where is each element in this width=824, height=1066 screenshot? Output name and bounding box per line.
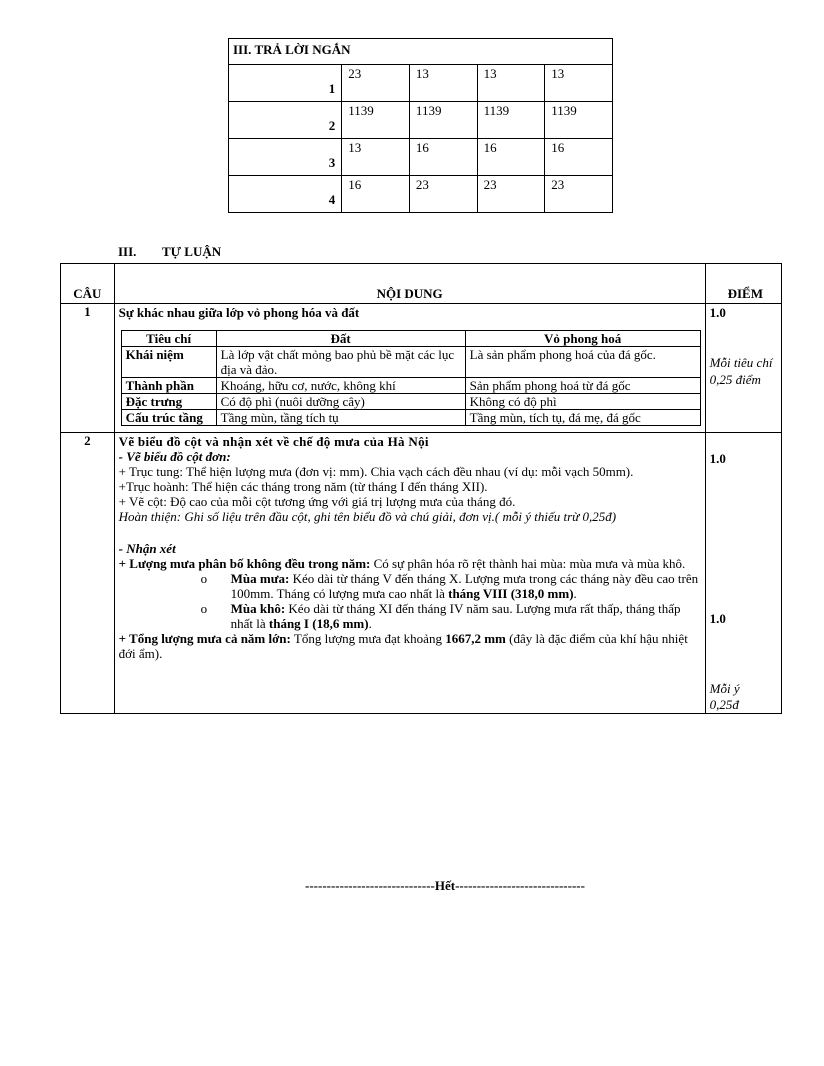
rainy-text: Kéo dài từ tháng V đến tháng X. Lượng mưa trong các tháng này đều cao trên 100mm. Tháng có lượng mưa cao nhất là <box>230 571 699 601</box>
answer-cell: 1139 <box>477 102 545 139</box>
comparison-header-row <box>121 331 700 347</box>
table-row <box>229 176 613 213</box>
criterion-cell: Cấu trúc tầng <box>121 410 216 426</box>
answer-cell: 1139 <box>545 102 613 139</box>
score-cell <box>705 304 781 433</box>
essay-heading <box>118 244 221 260</box>
score-value: 1.0 <box>709 611 726 626</box>
list-item: o Mùa khô: Kéo dài từ tháng XI đến tháng IV năm sau. Lượng mưa rất thấp, tháng thấp nhất là tháng I (18,6 mm). <box>200 601 681 631</box>
answer-cell: 1139 <box>342 102 410 139</box>
header-diem: ĐIỂM <box>705 264 781 304</box>
comparison-row <box>121 410 700 426</box>
comparison-header: Tiêu chí <box>121 331 216 347</box>
table-row <box>229 65 613 102</box>
remark-bold: + Lượng mưa phân bố không đều trong năm: <box>118 556 371 571</box>
row-number: 1 <box>229 65 342 102</box>
end-marker: ------------------------------Hết------------------------------ <box>305 878 585 893</box>
table-row <box>229 102 613 139</box>
table-row <box>61 304 782 433</box>
dry-min: tháng I (18,6 mm) <box>268 616 369 631</box>
soil-cell: Tầng mùn, tầng tích tụ <box>216 410 465 426</box>
answer-cell: 23 <box>342 65 410 102</box>
list-item: o Mùa mưa: Kéo dài từ tháng V đến tháng X. Lượng mưa trong các tháng này đều cao trên 100mm. Tháng có lượng mưa cao nhất là tháng VIII (318,0 mm). <box>200 571 699 601</box>
draw-line: + Trục tung: Thể hiện lượng mưa (đơn vị: mm). Chia vạch cách đều nhau (ví dụ: mỗi vạch 50mm). <box>118 464 634 479</box>
weathering-cell: Sản phẩm phong hoá từ đá gốc <box>465 378 700 394</box>
answer-cell: 16 <box>477 139 545 176</box>
season-list <box>119 571 701 631</box>
weathering-cell: Tầng mùn, tích tụ, đá mẹ, đá gốc <box>465 410 700 426</box>
comparison-row <box>121 378 700 394</box>
draw-finish-note: Hoàn thiện: Ghi số liệu trên đầu cột, ghi tên biểu đồ và chú giải, đơn vị.( mỗi ý thiếu trừ 0,25đ) <box>118 509 617 524</box>
table-row <box>61 433 782 714</box>
weathering-cell: Không có độ phì <box>465 394 700 410</box>
answer-cell: 1139 <box>409 102 477 139</box>
criterion-cell: Khái niệm <box>121 347 216 378</box>
remark-heading: - Nhận xét <box>118 541 176 556</box>
header-noi-dung: NỘI DUNG <box>114 264 705 304</box>
rainy-max: tháng VIII (318,0 mm) <box>448 586 574 601</box>
score-note: Mỗi ý 0,25đ <box>709 681 740 712</box>
question-title: Vẽ biểu đồ cột và nhận xét về chế độ mưa của Hà Nội <box>118 434 429 449</box>
short-answer-title: III. TRẢ LỜI NGẮN <box>229 39 613 65</box>
essay-table <box>60 263 782 714</box>
question-number: 2 <box>61 433 115 714</box>
soil-cell: Là lớp vật chất mỏng bao phủ bề mặt các lục địa và đảo. <box>216 347 465 378</box>
dry-label: Mùa khô: <box>230 601 286 616</box>
bullet-icon: o <box>200 571 208 586</box>
comparison-table <box>121 330 701 426</box>
bullet-icon: o <box>200 601 208 616</box>
draw-line: +Trục hoành: Thể hiện các tháng trong năm (từ tháng I đến tháng XII). <box>118 479 488 494</box>
score-cell <box>705 433 781 714</box>
draw-heading: - Vẽ biểu đồ cột đơn: <box>118 449 231 464</box>
remark-line <box>119 631 701 661</box>
comparison-header: Đất <box>216 331 465 347</box>
short-answer-table <box>228 38 613 213</box>
criterion-cell: Thành phần <box>121 378 216 394</box>
answer-cell: 13 <box>409 65 477 102</box>
total-text: Tổng lượng mưa đạt khoảng <box>290 631 446 646</box>
criterion-cell: Đặc trưng <box>121 394 216 410</box>
question-content <box>114 304 705 433</box>
answer-cell: 23 <box>545 176 613 213</box>
rainy-label: Mùa mưa: <box>230 571 290 586</box>
dry-text: Kéo dài từ tháng XI đến tháng IV năm sau. Lượng mưa rất thấp, tháng thấp nhất là <box>230 601 681 631</box>
answer-cell: 16 <box>342 176 410 213</box>
weathering-cell: Là sản phẩm phong hoá của đá gốc. <box>465 347 700 378</box>
remark-line <box>119 556 701 571</box>
question-number: 1 <box>61 304 115 433</box>
row-number: 4 <box>229 176 342 213</box>
question-content <box>114 433 705 714</box>
soil-cell: Khoáng, hữu cơ, nước, không khí <box>216 378 465 394</box>
table-row <box>229 139 613 176</box>
row-number: 2 <box>229 102 342 139</box>
header-cau: CÂU <box>61 264 115 304</box>
total-value: 1667,2 mm <box>445 631 506 646</box>
answer-cell: 13 <box>545 65 613 102</box>
table-header-row <box>61 264 782 304</box>
answer-cell: 16 <box>545 139 613 176</box>
row-number: 3 <box>229 139 342 176</box>
answer-cell: 23 <box>409 176 477 213</box>
comparison-row <box>121 347 700 378</box>
draw-line: + Vẽ cột: Độ cao của mỗi cột tương ứng với giá trị lượng mưa của tháng đó. <box>118 494 516 509</box>
total-label: + Tổng lượng mưa cả năm lớn: <box>118 631 291 646</box>
answer-cell: 23 <box>477 176 545 213</box>
total-tail: (đây là đặc điểm của khí hậu nhiệt đới ẩm). <box>118 631 688 661</box>
question-title: Sự khác nhau giữa lớp vỏ phong hóa và đất <box>118 305 360 320</box>
answer-cell: 13 <box>477 65 545 102</box>
answer-cell: 13 <box>342 139 410 176</box>
remark-text: Có sự phân hóa rõ rệt thành hai mùa: mùa mưa và mùa khô. <box>370 556 686 571</box>
comparison-row <box>121 394 700 410</box>
soil-cell: Có độ phì (nuôi dưỡng cây) <box>216 394 465 410</box>
score-value: 1.0 <box>709 451 726 466</box>
answer-cell: 16 <box>409 139 477 176</box>
comparison-header: Vỏ phong hoá <box>465 331 700 347</box>
score-value: 1.0 <box>709 305 726 320</box>
score-note: Mỗi tiêu chí 0,25 điểm <box>709 355 773 387</box>
essay-heading-text: TỰ LUẬN <box>162 244 222 259</box>
essay-heading-number: III. <box>118 244 137 259</box>
